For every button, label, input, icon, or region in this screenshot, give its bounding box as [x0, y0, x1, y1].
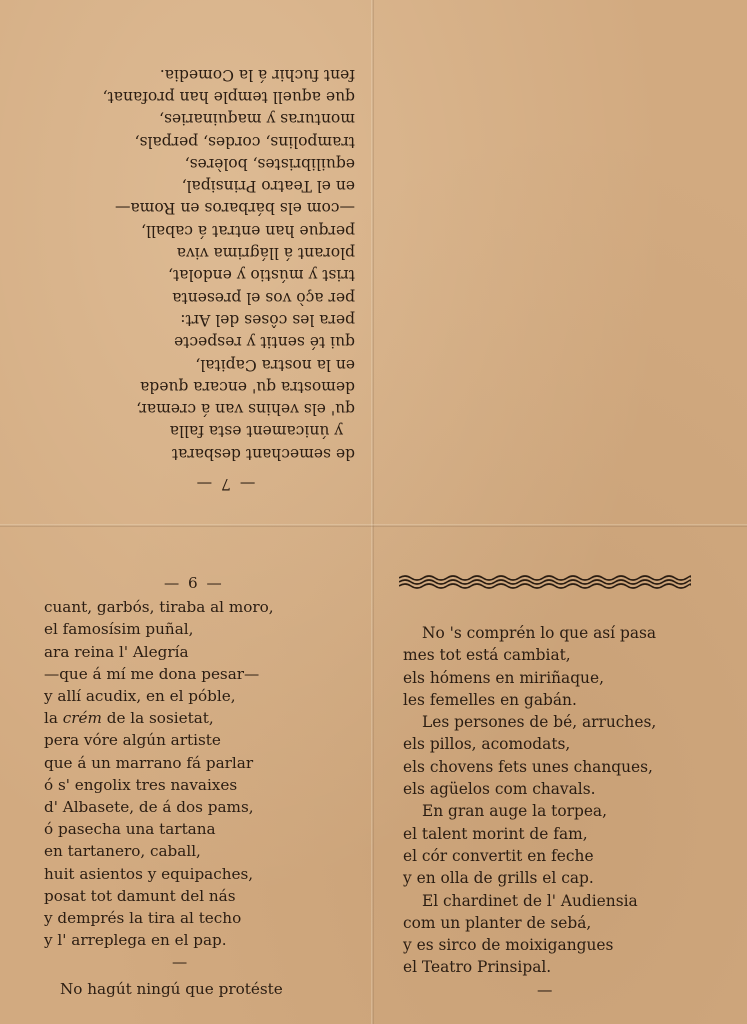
page-7-inverted	[95, 40, 355, 495]
verse-line: qui té sentit y respecte	[174, 333, 355, 352]
verse-line: en el Teatro Prinsipal,	[181, 177, 355, 196]
verse-line: el famosísim puñal,	[44, 620, 194, 639]
verse-line: El chardinet de l' Audiensia	[422, 891, 638, 910]
verse-line: monturas y maquinaries,	[159, 110, 355, 129]
verse-line: perque han entrat á caball,	[141, 221, 355, 240]
verse-line: els hómens en miriñaque,	[403, 668, 604, 687]
vertical-fold-line	[371, 0, 374, 1024]
verse-line: en la nostra Capital,	[195, 355, 355, 374]
page-number-7: — 7 —	[194, 475, 256, 493]
verse-line: trist y mústio y endolat,	[168, 266, 355, 285]
verse-line: y es sirco de moixigangues	[403, 936, 614, 955]
verse-suffix: de la sosietat,	[101, 709, 214, 728]
verse-italic-word: crém	[62, 709, 102, 728]
page-right	[403, 622, 703, 1001]
verse-line: el Teatro Prinsipal.	[403, 958, 552, 977]
verse-line: y únicament esta falla	[169, 422, 343, 441]
verse-line: els chovens fets unes chanques,	[403, 757, 653, 776]
end-mark: —	[537, 980, 553, 999]
verse-line: que aquell temple han profanat,	[102, 87, 355, 106]
verse-line: de semechant desbarat	[171, 444, 355, 463]
verse-line: ara reina l' Alegría	[44, 642, 189, 661]
verse-line: mes tot está cambiat,	[403, 646, 571, 665]
verse-line: pera vóre algún artiste	[44, 731, 221, 750]
verse-line: y allí acudix, en el póble,	[44, 687, 236, 706]
wavy-rule-ornament	[399, 575, 691, 589]
verse-line: En gran auge la torpea,	[422, 802, 607, 821]
verse-line: huit asientos y equipaches,	[44, 864, 254, 883]
verse-line: y en olla de grills el cap.	[403, 869, 594, 888]
verse-line: No 's comprén lo que así pasa	[422, 624, 657, 642]
verse-line: ó s' engolix tres navaixes	[44, 775, 238, 794]
verse-line: com un planter de sebá,	[403, 913, 592, 932]
page-6	[44, 572, 344, 1000]
verse-line: els pillos, acomodats,	[403, 735, 571, 754]
verse-line: posat tot damunt del nás	[44, 886, 236, 905]
verse-line: ó pasecha una tartana	[44, 820, 216, 839]
verse-line: les femelles en gabán.	[403, 690, 577, 709]
verse-line: plorant á llágrima viva	[176, 244, 355, 263]
verse-prefix: la	[44, 709, 63, 728]
verse-line: y demprés la tira al techo	[44, 909, 242, 928]
verse-line: qu' els vehins van á cremar,	[136, 400, 355, 419]
verse-line: —que á mí me dona pesar—	[44, 664, 260, 683]
verse-line: els agüelos com chavals.	[403, 780, 596, 799]
verse-line: equilibristes, bolères,	[184, 154, 355, 173]
verse-line: trampolins, cordes, perpals,	[134, 132, 355, 151]
verse-line: demostra qu' encara queda	[140, 377, 355, 396]
verse-line: Les persones de bé, arruches,	[422, 713, 657, 732]
verse-line: per açò vos el presenta	[172, 288, 355, 307]
verse-line: fent fuchir á la Comedia.	[159, 65, 355, 84]
verse-line: el talent morint de fam,	[403, 824, 588, 843]
verse-line: cuant, garbós, tiraba al moro,	[44, 598, 274, 617]
horizontal-fold-line	[0, 524, 747, 527]
section-separator: —	[172, 953, 188, 972]
verse-line-last: No hagút ningú que protéste	[60, 979, 283, 998]
verse-line-creme	[44, 707, 344, 729]
verse-line: d' Albasete, de á dos pams,	[44, 798, 254, 817]
verse-line: en tartanero, caball,	[44, 842, 201, 861]
verse-line: pera les côses del Art:	[180, 310, 355, 329]
verse-line: que á un marrano fá parlar	[44, 753, 254, 772]
verse-line: el cór convertit en feche	[403, 846, 594, 865]
page-number-6: — 6 —	[164, 574, 224, 592]
verse-line: —com els bárbaros en Roma—	[114, 199, 355, 218]
verse-line: y l' arreplega en el pap.	[44, 931, 227, 950]
